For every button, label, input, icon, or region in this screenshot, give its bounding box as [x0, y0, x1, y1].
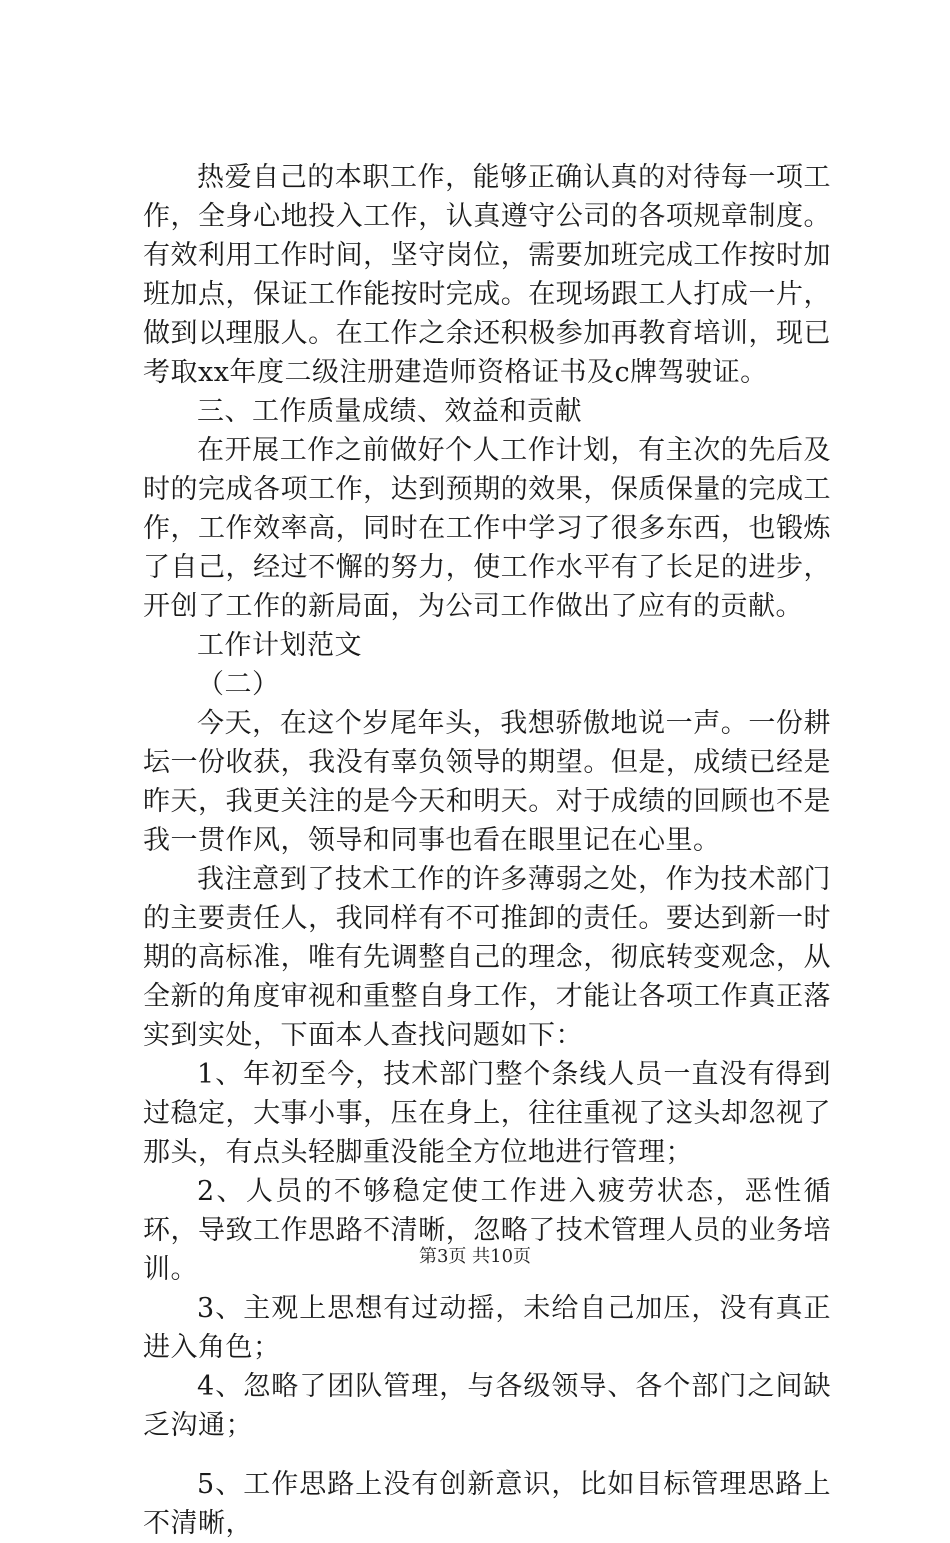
section-number: （二） [197, 669, 280, 700]
list-item-3: 3、主观上思想有过动摇，未给自己加压，没有真正进入角色； [143, 1293, 831, 1363]
list-item-5: 5、工作思路上没有创新意识，比如目标管理思路上不清晰， [143, 1469, 831, 1539]
section-heading-quality: 三、工作质量成绩、效益和贡献 [197, 396, 582, 427]
list-item-4: 4、忽略了团队管理，与各级领导、各个部门之间缺乏沟通； [143, 1371, 831, 1441]
paragraph-weaknesses: 我注意到了技术工作的许多薄弱之处，作为技术部门的主要责任人，我同样有不可推卸的责任。要达到新一时期的高标准，唯有先调整自己的理念，彻底转变观念，从全新的角度审视和重整自身工作，才能让各项工作真正落实到实处，下面本人查找问题如下： [143, 864, 831, 1051]
paragraph-gap [143, 1445, 831, 1465]
paragraph-contribution: 在开展工作之前做好个人工作计划，有主次的先后及时的完成各项工作，达到预期的效果，保质保量的完成工作，工作效率高，同时在工作中学习了很多东西，也锻炼了自己，经过不懈的努力，使工作水平有了长足的进步，开创了工作的新局面，为公司工作做出了应有的贡献。 [143, 435, 831, 622]
list-item-1: 1、年初至今，技术部门整个条线人员一直没有得到过稳定，大事小事，压在身上，往往重视了这头却忽视了那头，有点头轻脚重没能全方位地进行管理； [143, 1059, 831, 1168]
page-footer: 第3页 共10页 [418, 1246, 532, 1267]
list-item-2: 2、人员的不够稳定使工作进入疲劳状态，恶性循环，导致工作思路不清晰，忽略了技术管理人员的业务培训。 [143, 1176, 831, 1285]
paragraph-today: 今天，在这个岁尾年头，我想骄傲地说一声。一份耕坛一份收获，我没有辜负领导的期望。但是，成绩已经是昨天，我更关注的是今天和明天。对于成绩的回顾也不是我一贯作风，领导和同事也看在眼里记在心里。 [143, 708, 831, 856]
section-heading-plan-sample: 工作计划范文 [197, 630, 362, 661]
document-body [143, 158, 831, 1543]
paragraph-work-attitude: 热爱自己的本职工作，能够正确认真的对待每一项工作，全身心地投入工作，认真遵守公司的各项规章制度。有效利用工作时间，坚守岗位，需要加班完成工作按时加班加点，保证工作能按时完成。在现场跟工人打成一片，做到以理服人。在工作之余还积极参加再教育培训，现已考取xx年度二级注册建造师资格证书及c牌驾驶证。 [143, 162, 831, 388]
